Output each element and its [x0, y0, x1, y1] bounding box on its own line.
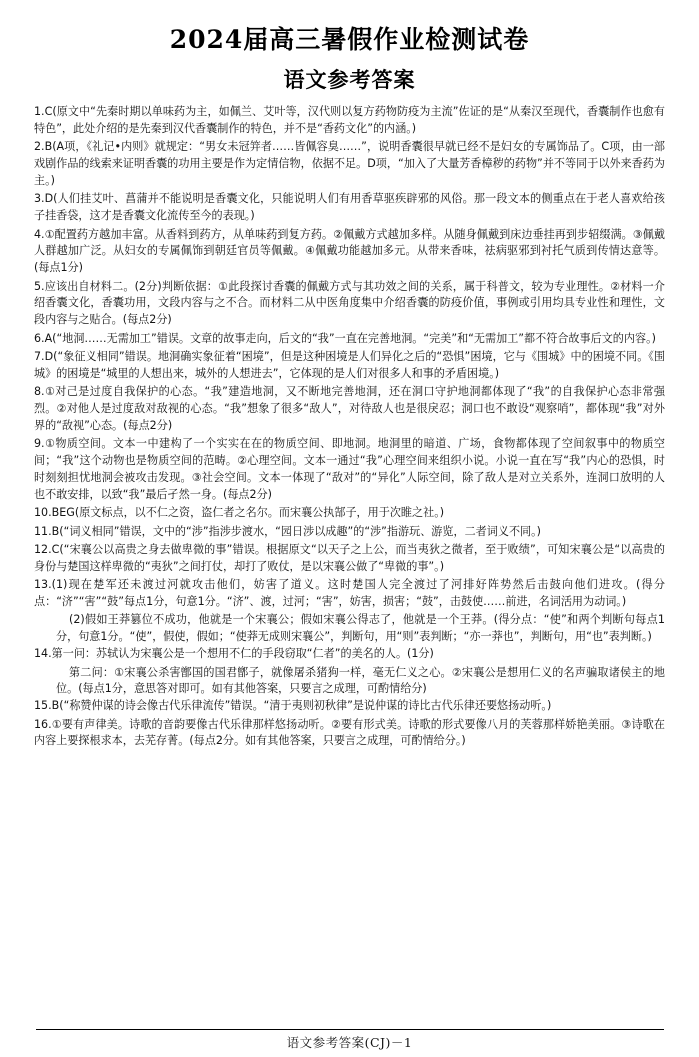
answer-item [34, 349, 665, 383]
answer-item [34, 139, 665, 190]
answer-text: 11.B(“词义相同”错误，文中的“涉”指涉步渡水，“园日涉以成趣”的“涉”指游玩、游览，二者词义不同。) [34, 524, 541, 538]
answer-item [34, 646, 665, 663]
answer-item [34, 542, 665, 576]
answer-item [34, 331, 665, 348]
answer-text: 5.应该出自材料二。(2分)判断依据：①此段探讨香囊的佩戴方式与其功效之间的关系，属于科普文，较为专业理性。②材料一介绍香囊文化，香囊功用，文段内容与之不合。而材料二从中医角度集中介绍香囊的防疫价值，事例或引用均具专业性和理性，文段内容与之贴合。(每点2分) [34, 279, 665, 327]
answer-subitem: (2)假如王莽篡位不成功，他就是一个宋襄公；假如宋襄公得志了，他就是一个王莽。(得分点：“使”和两个判断句每点1分，句意1分。“使”，假使，假如；“使莽无成则宋襄公”，判断句，用“则”表判断；“亦一莽也”，判断句，用“也”表判断。) [56, 613, 665, 644]
answer-text: 3.D(人们挂艾叶、菖蒲并不能说明是香囊文化，只能说明人们有用香草驱疾辟邪的风俗。那一段文本的侧重点在于老人喜欢给孩子挂香袋，这才是香囊文化流传至今的表现。) [34, 192, 665, 223]
answer-list [34, 104, 665, 750]
answer-text: 1.C(原文中“先秦时期以单味药为主，如佩兰、艾叶等，汉代则以复方药物防疫为主流”佐证的是“从秦汉至现代，香囊制作也愈有特色”，此处介绍的是先秦到汉代香囊制作的特色，并不是“香药文化”的内涵。) [34, 105, 665, 135]
page-footer [0, 1029, 699, 1051]
answer-subitem: 第二问：①宋襄公杀害鄫国的国君鄫子，就像屠杀猪狗一样，毫无仁义之心。②宋襄公是想用仁义的名声骗取诸侯主的地位。(每点1分，意思答对即可。如有其他答案，只要言之成理，可酌情给分) [56, 665, 665, 696]
answer-item [34, 279, 665, 330]
answer-item [34, 436, 665, 503]
answer-text: 9.①物质空间。文本一中建构了一个实实在在的物质空间、即地洞。地洞里的暗道、广场，食物都体现了空间叙事中的物质空间；“我”这个动物也是物质空间的范畴。②心理空间。文本一通过“我”心理空间来组织小说。小说一直在写“我”内心的恐惧，时时刻刻担忧地洞会被攻击发现。③社会空间。文本一体现了“敌对”的“异化”人际空间，除了敌人是对立关系外，连洞口放明的人也不敢安排，以致“我”最后孑然一身。(每点2分) [34, 437, 665, 501]
answer-text: 12.C(“宋襄公以高贵之身去做卑微的事”错误。根据原文“以天子之上公，而当夷狄之微者，至于败绩”，可知宋襄公是“以高贵的身份与楚国这样卑微的“夷狄”之间打仗，却打了败仗，是以宋襄公做了“卑微的事”。) [34, 542, 665, 573]
footer-text: 语文参考答案(CJ)－1 [36, 1029, 664, 1051]
answer-text: 10.BEG(原文标点，以不仁之资，盗仁者之名尔。而宋襄公执郜子，用于次睢之社。) [34, 506, 445, 520]
answer-text: 8.①对己是过度自我保护的心态。“我”建造地洞，又不断地完善地洞，还在洞口守护地洞都体现了“我”的自我保护心态非常强烈。②对他人是过度敌对敌视的心态。“我”想象了很多“敌人”，对待敌人也是很戾忍；洞口也不敢设“观察哨”，都体现“我”对外界的“敌视”心态。(每点2分) [34, 385, 665, 432]
answer-item [34, 227, 665, 278]
answer-text: 4.①配置药方越加丰富。从香料到药方，从单味药到复方药。②佩戴方式越加多样。从随身佩戴到床边垂挂再到步轺缀满。③佩戴人群越加广泛。从妇女的专属佩饰到朝廷官员等佩戴。④佩戴功能越加多元。从带来香味，祛病驱邪到衬托气质到传情达意等。(每点1分) [34, 227, 665, 275]
answer-item [34, 191, 665, 225]
answer-text: 7.D(“象征义相同”错误。地洞确实象征着“困境”，但是这种困境是人们异化之后的“恐惧”困境，它与《围城》中的困境不同。《围城》的困境是“城里的人想出来，城外的人想进去”，它体现的是人们对很多人和事的矛盾困境。) [34, 350, 665, 380]
answer-text: 6.A(“地洞……无需加工”错误。文章的故事走向，后文的“我”一直在完善地洞。“完美”和“无需加工”都不符合故事后文的内容。) [34, 331, 656, 345]
answer-text: 16.①要有声律美。诗歌的音韵要像古代乐律那样悠扬动听。②要有形式美。诗歌的形式要像八月的芙蓉那样娇艳美丽。③诗歌在内容上要探根求本，去芜存菁。(每点2分。如有其他答案，只要言之成理，可酌情给分。) [34, 717, 665, 748]
answer-text: 15.B(“称赞仲谋的诗会像古代乐律流传”错误。“清于夷则初秋律”是说仲谋的诗比古代乐律还要悠扬动听。) [34, 699, 552, 713]
answer-item [34, 717, 665, 751]
answer-item [34, 698, 665, 715]
answer-item [34, 505, 665, 522]
page-subtitle: 语文参考答案 [283, 67, 416, 92]
answer-text: 13.(1)现在楚军还未渡过河就攻击他们，妨害了道义。这时楚国人完全渡过了河排好阵势然后击鼓向他们进攻。(得分点：“济”“害”“鼓”每点1分，句意1分。“济”、渡，过河；“害”，妨害，损害；“鼓”，击鼓使……前进，名词活用为动词。) [34, 578, 665, 609]
answer-item [34, 384, 665, 435]
answer-item [34, 104, 665, 138]
page-title: 2024届高三暑假作业检测试卷 [169, 25, 530, 54]
answer-text: 14.第一问：苏轼认为宋襄公是一个想用不仁的手段窃取“仁者”的美名的人。(1分) [34, 647, 434, 661]
answer-item [34, 577, 665, 611]
answer-text: 2.B(A项，《礼记•内则》就规定：“男女未冠笄者……皆佩容臭……”，说明香囊很早就已经不是妇女的专属饰品了。C项，由一部戏剧作品的线索来证明香囊的功用主要是作为定情信物，依据不足。D项，“加入了大量芳香樟秽的药物”并不等同于以外来香药为主。) [34, 140, 665, 187]
answer-item [34, 524, 665, 541]
